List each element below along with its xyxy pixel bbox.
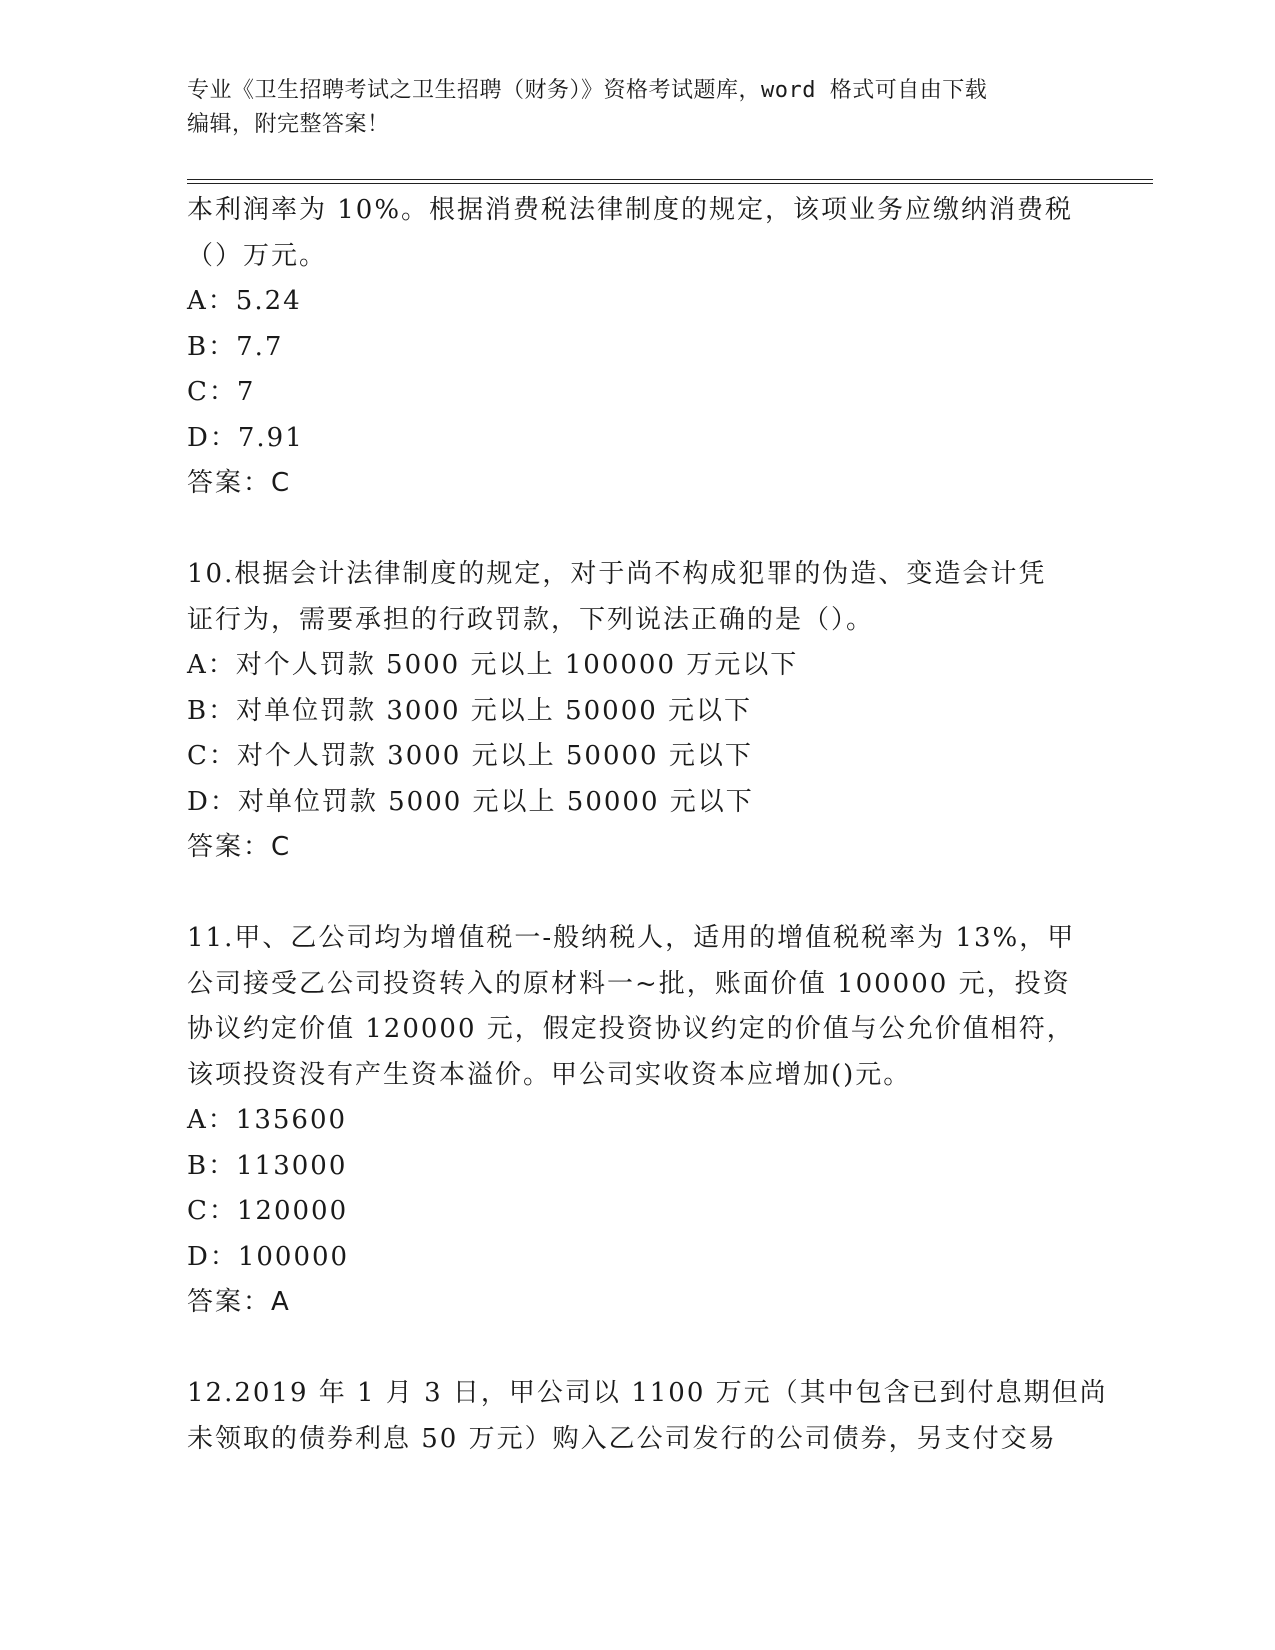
question-stem-line: 该项投资没有产生资本溢价。甲公司实收资本应增加()元。 xyxy=(187,1059,912,1090)
answer-label: 答案：A xyxy=(187,1287,291,1317)
answer-label: 答案：C xyxy=(187,832,292,862)
option-d: D：对单位罚款 5000 元以上 50000 元以下 xyxy=(187,786,754,817)
question-11 xyxy=(187,916,1087,1326)
question-stem-line: （）万元。 xyxy=(187,240,328,271)
question-stem-line: 10.根据会计法律制度的规定，对于尚不构成犯罪的伪造、变造会计凭 xyxy=(187,559,1047,589)
option-b: B：113000 xyxy=(187,1150,348,1181)
question-stem-line: 公司接受乙公司投资转入的原材料一~批，账面价值 100000 元，投资 xyxy=(187,968,1071,999)
question-stem-line: 本利润率为 10%。根据消费税法律制度的规定，该项业务应缴纳消费税 xyxy=(187,195,1074,225)
option-d: D：100000 xyxy=(187,1241,350,1272)
option-d: D：7.91 xyxy=(187,422,304,453)
question-stem-line: 证行为，需要承担的行政罚款，下列说法正确的是（）。 xyxy=(187,604,875,635)
option-a: A：5.24 xyxy=(187,286,302,316)
question-spacer xyxy=(187,507,1087,553)
option-a: A：135600 xyxy=(187,1105,348,1135)
header-line-1: 专业《卫生招聘考试之卫生招聘（财务）》资格考试题库，word 格式可自由下载 xyxy=(187,78,988,103)
option-c: C：对个人罚款 3000 元以上 50000 元以下 xyxy=(187,741,753,771)
question-12 xyxy=(187,1371,1108,1462)
option-c: C：7 xyxy=(187,377,256,407)
page-header xyxy=(187,74,1087,142)
header-divider-top xyxy=(187,179,1153,180)
question-stem-line: 协议约定价值 120000 元，假定投资协议约定的价值与公允价值相符， xyxy=(187,1014,1075,1044)
question-stem-line: 未领取的债券利息 50 万元）购入乙公司发行的公司债券，另支付交易 xyxy=(187,1423,1057,1454)
question-10 xyxy=(187,552,1087,871)
question-spacer xyxy=(187,1326,1087,1372)
option-a: A：对个人罚款 5000 元以上 100000 万元以下 xyxy=(187,650,799,680)
option-c: C：120000 xyxy=(187,1196,349,1226)
question-stem-line: 12.2019 年 1 月 3 日，甲公司以 1100 万元（其中包含已到付息期但尚 xyxy=(187,1378,1108,1408)
option-b: B：7.7 xyxy=(187,331,284,362)
question-list xyxy=(187,188,1108,1462)
option-b: B：对单位罚款 3000 元以上 50000 元以下 xyxy=(187,695,753,726)
question-9 xyxy=(187,188,1087,507)
header-divider-bottom xyxy=(187,183,1153,184)
answer-label: 答案：C xyxy=(187,468,292,498)
question-stem-line: 11.甲、乙公司均为增值税一-般纳税人，适用的增值税税率为 13%，甲 xyxy=(187,923,1076,953)
question-spacer xyxy=(187,871,1087,917)
header-line-2: 编辑，附完整答案！ xyxy=(187,112,390,137)
